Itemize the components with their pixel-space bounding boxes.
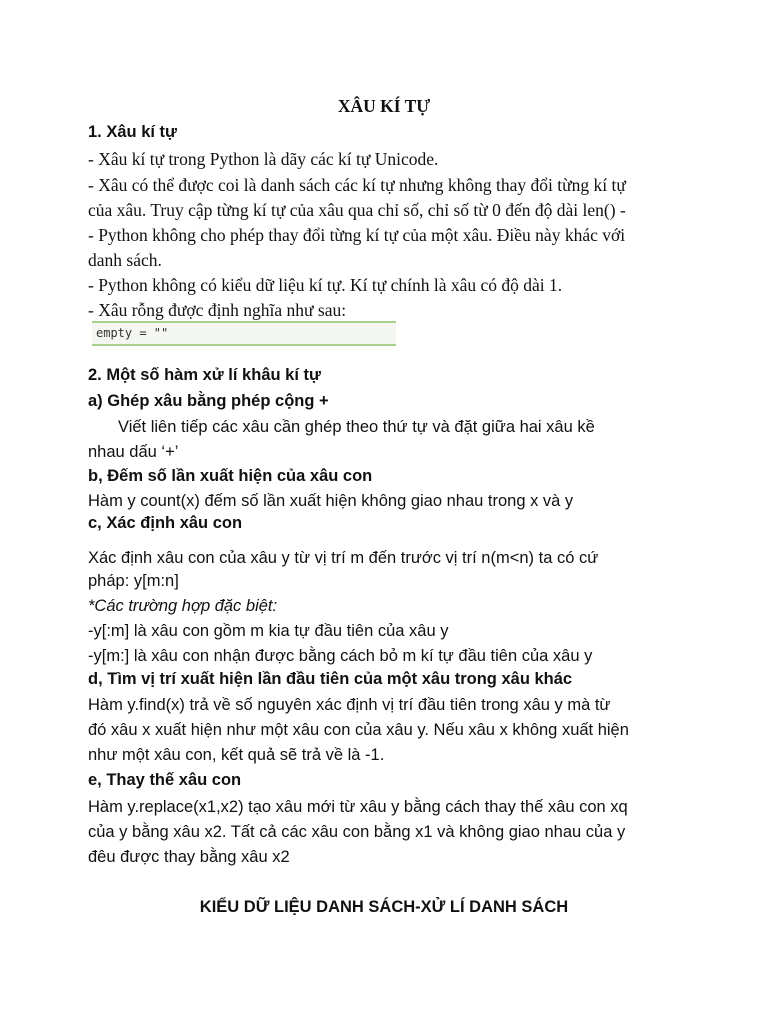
subsection-b-line: Hàm y count(x) đếm số lần xuất hiện không giao nhau trong x và y [88,492,574,510]
subsection-a-line: Viết liên tiếp các xâu cần ghép theo thứ tự và đặt giữa hai xâu kề [118,418,595,436]
section-1-line: - Python không có kiểu dữ liệu kí tự. Kí tự chính là xâu có độ dài 1. [88,275,563,295]
subsection-c-line: Xác định xâu con của xâu y từ vị trí m đến trước vị trí n(m<n) ta có cứ [88,549,599,567]
subsection-e-line: của y bằng xâu x2. Tất cả các xâu con bằng x1 và không giao nhau của y [88,823,626,841]
section-1-line: - Xâu có thể được coi là danh sách các kí tự nhưng không thay đổi từng kí tự [88,175,626,195]
subsection-c-line: pháp: y[m:n] [88,572,179,590]
section-1-line: danh sách. [88,250,162,270]
section-1-heading: 1. Xâu kí tự [88,123,177,141]
section-2-heading: 2. Một số hàm xử lí khâu kí tự [88,366,321,384]
subsection-c-heading: c, Xác định xâu con [88,514,243,532]
special-case-line: -y[m:] là xâu con nhận được bằng cách bỏ m kí tự đầu tiên của xâu y [88,647,593,665]
next-section-title: KIỂU DỮ LIỆU DANH SÁCH-XỬ LÍ DANH SÁCH [199,898,569,916]
subsection-a-heading: a) Ghép xâu bằng phép cộng + [88,392,329,410]
subsection-e-line: đêu được thay bằng xâu x2 [88,848,290,866]
subsection-d-line: đó xâu x xuất hiện như một xâu con của xâu y. Nếu xâu x không xuất hiện [88,721,629,739]
subsection-e-line: Hàm y.replace(x1,x2) tạo xâu mới từ xâu y bằng cách thay thế xâu con xq [88,798,628,816]
subsection-a-line: nhau dấu ‘+’ [88,443,179,461]
subsection-d-line: như một xâu con, kết quả sẽ trả về là -1. [88,746,385,764]
page-title: XÂU KÍ TỰ [337,96,431,116]
subsection-d-line: Hàm y.find(x) trả về số nguyên xác định vị trí đầu tiên trong xâu y mà từ [88,696,611,714]
section-1-line: của xâu. Truy cập từng kí tự của xâu qua chỉ số, chỉ số từ 0 đến độ dài len() - [88,200,626,220]
subsection-e-heading: e, Thay thế xâu con [88,771,242,789]
code-text: empty = "" [96,326,169,340]
special-cases-heading: *Các trường hợp đặc biệt: [88,597,278,615]
section-1-line: - Xâu kí tự trong Python là dãy các kí tự Unicode. [88,149,439,169]
section-1-line: - Python không cho phép thay đổi từng kí tự của một xâu. Điều này khác với [88,225,626,245]
special-case-line: -y[:m] là xâu con gồm m kia tự đầu tiên của xâu y [88,622,449,640]
section-1-line: - Xâu rỗng được định nghĩa như sau: [88,300,347,320]
code-snippet [92,321,396,346]
subsection-d-heading: d, Tìm vị trí xuất hiện lần đầu tiên của một xâu trong xâu khác [88,670,573,688]
subsection-b-heading: b, Đếm số lần xuất hiện của xâu con [88,467,373,485]
